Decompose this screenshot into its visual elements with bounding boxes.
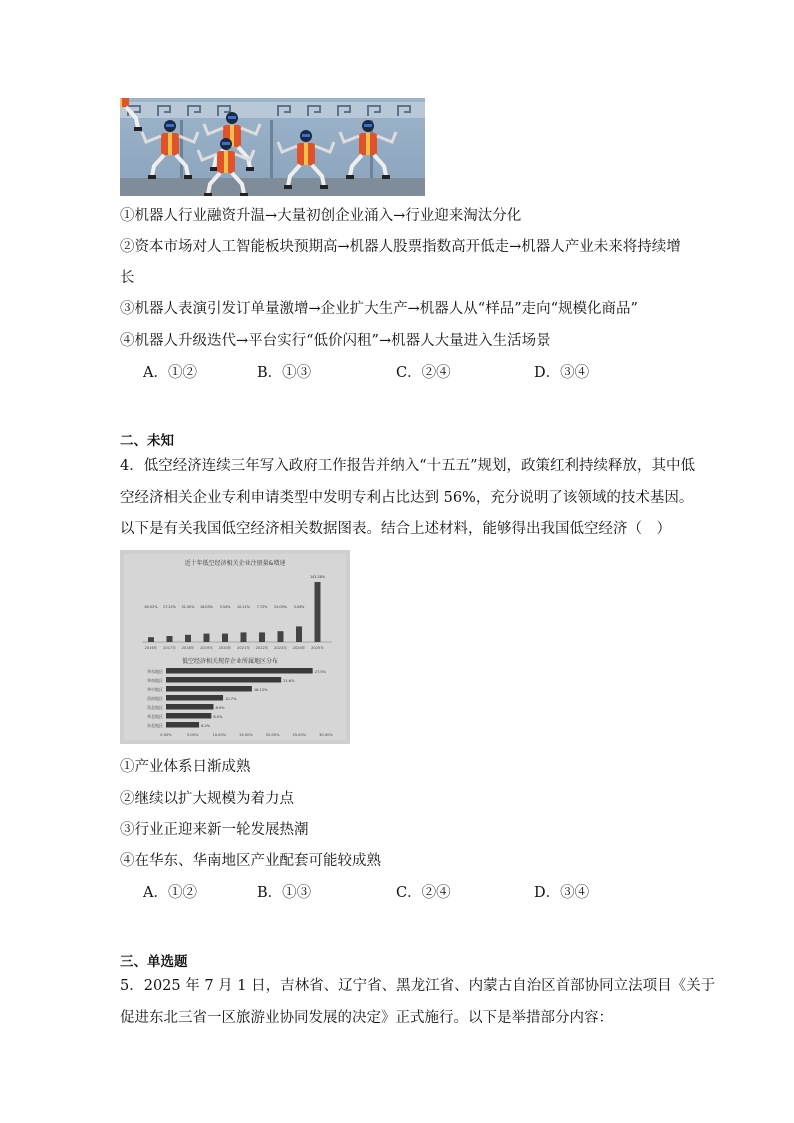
chart1-growth-label: 25.05% <box>274 605 287 609</box>
chart1-x-tick: 2025年 <box>311 646 324 650</box>
chart2-x-tick: 15.00% <box>239 733 253 737</box>
chart2-category-label: 西南地区 <box>147 696 163 701</box>
chart1-x-tick: 2017年 <box>163 646 176 650</box>
chart1-bar <box>185 635 191 642</box>
section-heading-single-choice: 三、单选题 <box>120 954 188 970</box>
chart2-category-label: 华中地区 <box>147 687 163 692</box>
chart1-bar <box>222 634 228 642</box>
chart2-value-label: 8.9% <box>215 706 225 710</box>
q3-item-4: ④机器人升级迭代→平台实行“低价闪租”→机器人大量进入生活场景 <box>120 333 551 349</box>
q4-option-b[interactable]: B．①③ <box>257 885 312 901</box>
q4-item-3: ③行业正迎来新一轮发展热潮 <box>120 822 309 838</box>
q3-item-3: ③机器人表演引发订单量激增→企业扩大生产→机器人从“样品”走向“规模化商品” <box>120 301 638 317</box>
chart2-value-label: 27.5% <box>314 670 327 674</box>
section-heading-unknown: 二、未知 <box>120 433 174 449</box>
chart1-growth-label: 7.72% <box>256 605 268 609</box>
chart2-x-tick: 0.00% <box>160 733 172 737</box>
chart2-x-tick: 25.00% <box>292 733 307 737</box>
chart2-title: 低空经济相关现存企业所属地区分布 <box>181 658 279 665</box>
chart1-x-tick: 2016年 <box>144 646 158 650</box>
q3-option-b[interactable]: B．①③ <box>257 365 312 381</box>
chart1-x-tick: 2018年 <box>181 646 195 650</box>
q4-stem-line-1: 4．低空经济连续三年写入政府工作报告并纳入“十五五”规划，政策红利持续释放，其中低 <box>120 458 696 474</box>
chart2-bar <box>166 695 223 701</box>
q3-option-c[interactable]: C．②④ <box>396 365 451 381</box>
chart1-growth-label: 31.30% <box>181 605 195 609</box>
chart1-bar <box>167 636 173 642</box>
chart1-x-tick: 2019年 <box>200 646 213 650</box>
low-altitude-economy-charts <box>120 550 350 744</box>
robot-performance-photo <box>120 98 425 196</box>
chart2-bar <box>166 713 211 719</box>
chart2-category-label: 东北地区 <box>147 723 163 728</box>
chart2-bar <box>166 704 213 710</box>
chart2-x-tick: 30.00% <box>319 733 333 737</box>
chart1-bar <box>204 634 210 642</box>
chart1-growth-label: 18.03% <box>200 605 213 609</box>
q4-option-c[interactable]: C．②④ <box>396 885 451 901</box>
chart2-bar <box>166 668 313 674</box>
q4-item-1: ①产业体系日渐成熟 <box>120 759 251 775</box>
chart2-value-label: 10.7% <box>225 697 237 701</box>
chart1-growth-label: 27.22% <box>163 605 176 609</box>
q3-option-d[interactable]: D．③④ <box>534 365 590 381</box>
chart1-growth-label: 10.11% <box>237 605 250 609</box>
chart2-category-label: 华北地区 <box>147 714 163 719</box>
q4-stem-line-3: 以下是有关我国低空经济相关数据图表。结合上述材料，能够得出我国低空经济（ ） <box>120 521 671 537</box>
q4-stem-line-2: 空经济相关企业专利申请类型中发明专利占比达到 56%，充分说明了该领域的技术基因。 <box>120 490 694 506</box>
chart2-category-label: 西北地区 <box>147 705 163 710</box>
chart1-x-tick: 2021年 <box>237 646 250 650</box>
q3-item-2: ②资本市场对人工智能板块预期高→机器人股票指数高开低走→机器人产业未来将持续增 <box>120 239 681 255</box>
chart1-bar <box>148 637 154 642</box>
chart2-value-label: 21.6% <box>283 679 295 683</box>
chart1-x-tick: 2020年 <box>218 646 232 650</box>
chart1-bar <box>278 631 284 642</box>
chart2-category-label: 华南地区 <box>147 678 163 683</box>
chart1-title: 近十年低空经济相关企业注册量&增速 <box>184 560 286 567</box>
chart1-bar <box>241 632 247 642</box>
chart2-value-label: 8.5% <box>213 715 223 719</box>
chart2-category-label: 华东地区 <box>147 669 163 674</box>
q3-option-a[interactable]: A．①② <box>143 365 197 381</box>
q3-item-2-continued: 长 <box>120 270 135 286</box>
chart1-x-tick: 2022年 <box>255 646 269 650</box>
chart2-x-tick: 5.00% <box>186 733 199 737</box>
chart2-bar <box>166 722 199 728</box>
chart1-x-tick: 2023年 <box>274 646 287 650</box>
chart1-growth-label: 3.04% <box>293 605 305 609</box>
chart1-growth-label: 62.52% <box>144 605 158 609</box>
chart2-x-tick: 10.00% <box>212 733 227 737</box>
chart1-bar <box>259 632 265 642</box>
chart2-value-label: 16.12% <box>253 688 268 692</box>
chart1-growth-label: 143.28% <box>309 575 326 579</box>
chart2-x-tick: 20.00% <box>265 733 280 737</box>
q5-stem-line-2: 促进东北三省一区旅游业协同发展的决定》正式施行。以下是举措部分内容： <box>120 1010 613 1026</box>
chart2-bar <box>166 677 281 683</box>
chart1-bar <box>296 626 302 642</box>
chart1-x-tick: 2024年 <box>292 646 306 650</box>
chart1-growth-label: 3.54% <box>219 605 231 609</box>
chart2-bar <box>166 686 252 692</box>
chart2-value-label: 6.2% <box>201 724 211 728</box>
q4-option-d[interactable]: D．③④ <box>534 885 590 901</box>
q4-item-4: ④在华东、华南地区产业配套可能较成熟 <box>120 853 381 869</box>
chart1-bar <box>315 582 321 642</box>
q3-item-1: ①机器人行业融资升温→大量初创企业涌入→行业迎来淘汰分化 <box>120 208 522 224</box>
q4-item-2: ②继续以扩大规模为着力点 <box>120 791 294 807</box>
charts-svg <box>120 550 350 744</box>
q4-option-a[interactable]: A．①② <box>143 885 197 901</box>
q5-stem-line-1: 5．2025 年 7 月 1 日，吉林省、辽宁省、黑龙江省、内蒙古自治区首部协同立法项目《关于 <box>120 978 716 994</box>
